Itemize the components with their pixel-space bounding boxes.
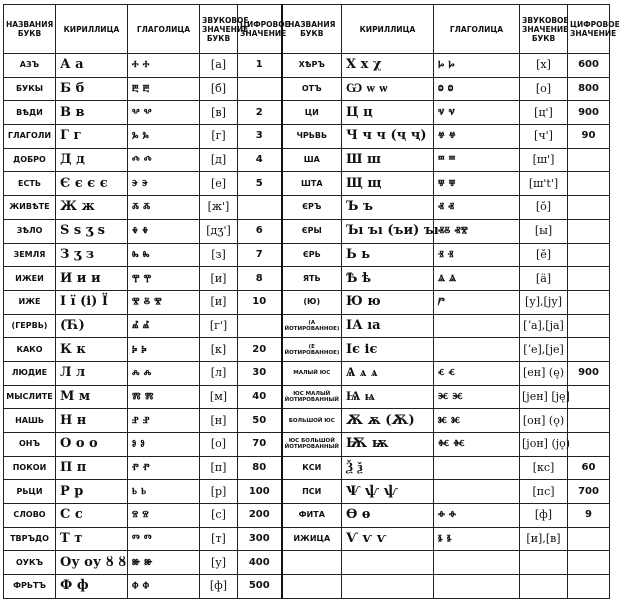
header-row <box>4 5 610 54</box>
letter-name-left: КАКО <box>4 338 56 362</box>
letter-name-right: ЦИ <box>282 101 342 125</box>
table-row <box>4 338 610 362</box>
glagolitic-glyphs-left: ⰼ ⰼ <box>128 314 200 338</box>
cyrillic-glyphs-right: Ю ю <box>342 290 434 314</box>
glagolitic-glyphs-left: ⰲ ⰲ <box>128 101 200 125</box>
sound-value-left: [и] <box>200 267 238 291</box>
sound-value-right: [ц'] <box>520 101 568 125</box>
table-row <box>4 290 610 314</box>
letter-name-left: ЖИВѢТЕ <box>4 196 56 220</box>
numeric-value-left: 300 <box>238 527 282 551</box>
letter-name-left: БУКЫ <box>4 77 56 101</box>
header-glagolitic-left: ГЛАГОЛИЦА <box>128 5 200 54</box>
glagolitic-glyphs-left: ⰰ ⰰ <box>128 54 200 78</box>
sound-value-left: [дʒ'] <box>200 219 238 243</box>
letter-name-right: ШТА <box>282 172 342 196</box>
glagolitic-glyphs-right: ⱍ ⱍ <box>434 125 520 149</box>
cyrillic-glyphs-right: Ѫ ѫ (Ѫ) <box>342 409 434 433</box>
numeric-value-left: 500 <box>238 575 282 599</box>
table-row <box>4 101 610 125</box>
letter-name-right: ФИТА <box>282 504 342 528</box>
numeric-value-left: 10 <box>238 290 282 314</box>
numeric-value-left: 100 <box>238 480 282 504</box>
table-row <box>4 456 610 480</box>
sound-value-right <box>520 551 568 575</box>
glagolitic-glyphs-left: ⰵ ⰵ <box>128 172 200 196</box>
letter-name-right: ОТЪ <box>282 77 342 101</box>
table-row <box>4 148 610 172</box>
cyrillic-glyphs-right: Ъı ъı (ъи) ъı <box>342 219 434 243</box>
cyrillic-glyphs-left: І ї (і) Ї <box>56 290 128 314</box>
alphabet-table <box>3 4 620 599</box>
numeric-value-left: 80 <box>238 456 282 480</box>
numeric-value-left: 6 <box>238 219 282 243</box>
cyrillic-glyphs-right: ІА ıа <box>342 314 434 338</box>
glagolitic-glyphs-left: ⰷ ⰷ <box>128 219 200 243</box>
numeric-value-right <box>568 314 610 338</box>
sound-value-left: [у] <box>200 551 238 575</box>
sound-value-right: [х] <box>520 54 568 78</box>
sound-value-left: [в] <box>200 101 238 125</box>
sound-value-left: [р] <box>200 480 238 504</box>
glagolitic-glyphs-right <box>434 456 520 480</box>
numeric-value-right: 600 <box>568 54 610 78</box>
sound-value-right: [о] <box>520 77 568 101</box>
glagolitic-glyphs-left: ⱃ ⱃ <box>128 480 200 504</box>
cyrillic-glyphs-right: Ѩ ѩ <box>342 385 434 409</box>
numeric-value-right <box>568 385 610 409</box>
header-number-right: ЦИФРОВОЕ ЗНАЧЕНИЕ <box>568 5 610 54</box>
letter-name-right: ИЖИЦА <box>282 527 342 551</box>
cyrillic-glyphs-right: Ѱ ѱ ѱ <box>342 480 434 504</box>
glagolitic-glyphs-right: ⱈ ⱈ <box>434 54 520 78</box>
sound-value-right: [ш't'] <box>520 172 568 196</box>
table-row <box>4 196 610 220</box>
numeric-value-left <box>238 77 282 101</box>
cyrillic-glyphs-right: Ѧ ѧ ѧ <box>342 361 434 385</box>
table-row <box>4 409 610 433</box>
sound-value-left: [т] <box>200 527 238 551</box>
letter-name-right: ЮС МАЛЫЙ ЙОТИРОВАННЫЙ <box>282 385 342 409</box>
header-cyrillic-right: КИРИЛЛИЦА <box>342 5 434 54</box>
letter-name-left: ЗЕМЛЯ <box>4 243 56 267</box>
sound-value-right: [у],[ју] <box>520 290 568 314</box>
sound-value-left: [н] <box>200 409 238 433</box>
sound-value-left: [п] <box>200 456 238 480</box>
numeric-value-right <box>568 290 610 314</box>
letter-name-left: ЗѢЛО <box>4 219 56 243</box>
letter-name-left: ОУКЪ <box>4 551 56 575</box>
letter-name-left: РЬЦИ <box>4 480 56 504</box>
cyrillic-glyphs-right: Ъ ъ <box>342 196 434 220</box>
letter-name-right: (А ЙОТИРОВАННОЕ) <box>282 314 342 338</box>
sound-value-left: [г] <box>200 125 238 149</box>
letter-name-right: БОЛЬШОЙ ЮС <box>282 409 342 433</box>
numeric-value-left: 20 <box>238 338 282 362</box>
glagolitic-glyphs-left: ⱁ ⱁ <box>128 433 200 457</box>
cyrillic-glyphs-right <box>342 575 434 599</box>
cyrillic-glyphs-left: Ж ж <box>56 196 128 220</box>
sound-value-right: [ф] <box>520 504 568 528</box>
header-sound-right: ЗВУКОВОЕ ЗНАЧЕНИЕ БУКВ <box>520 5 568 54</box>
cyrillic-glyphs-left: О о о <box>56 433 128 457</box>
glagolitic-glyphs-left: ⰸ ⰸ <box>128 243 200 267</box>
table-row <box>4 77 610 101</box>
table-row <box>4 314 610 338</box>
sound-value-right: [ĕ] <box>520 243 568 267</box>
glagolitic-glyphs-right <box>434 338 520 362</box>
numeric-value-right <box>568 551 610 575</box>
table-row <box>4 504 610 528</box>
sound-value-right: [кс] <box>520 456 568 480</box>
table-row <box>4 385 610 409</box>
cyrillic-glyphs-left: Б б <box>56 77 128 101</box>
glagolitic-glyphs-left: ⰴ ⰴ <box>128 148 200 172</box>
cyrillic-glyphs-left: П п <box>56 456 128 480</box>
cyrillic-glyphs-right: Ѯ ѯ <box>342 456 434 480</box>
header-number-left: ЦИФРОВОЕ ЗНАЧЕНИЕ <box>238 5 282 54</box>
glagolitic-glyphs-right <box>434 480 520 504</box>
letter-name-left: ИЖЕИ <box>4 267 56 291</box>
glagolitic-glyphs-right: ⱉ ⱉ <box>434 77 520 101</box>
sound-value-left: [д] <box>200 148 238 172</box>
cyrillic-glyphs-left: А а <box>56 54 128 78</box>
glagolitic-glyphs-right: ⱙ ⱙ <box>434 433 520 457</box>
cyrillic-glyphs-right: Ь ь <box>342 243 434 267</box>
cyrillic-glyphs-right: Ѣ ѣ <box>342 267 434 291</box>
letter-name-right: ЄРЬ <box>282 243 342 267</box>
cyrillic-glyphs-left: Л л <box>56 361 128 385</box>
cyrillic-glyphs-right: Щ щ <box>342 172 434 196</box>
sound-value-left: [с] <box>200 504 238 528</box>
numeric-value-right: 9 <box>568 504 610 528</box>
cyrillic-glyphs-left: Є є є є <box>56 172 128 196</box>
numeric-value-left: 4 <box>238 148 282 172</box>
table-row <box>4 480 610 504</box>
sound-value-right: [ш'] <box>520 148 568 172</box>
glagolitic-glyphs-left: ⰾ ⰾ <box>128 361 200 385</box>
numeric-value-right <box>568 148 610 172</box>
letter-name-left: ВѢДИ <box>4 101 56 125</box>
letter-name-left: ГЛАГОЛИ <box>4 125 56 149</box>
cyrillic-glyphs-right: Іє іє <box>342 338 434 362</box>
numeric-value-left: 1 <box>238 54 282 78</box>
header-glagolitic-right: ГЛАГОЛИЦА <box>434 5 520 54</box>
letter-name-left: МЫСЛИТЕ <box>4 385 56 409</box>
letter-name-left: ПОКОИ <box>4 456 56 480</box>
cyrillic-glyphs-right: Ѭ ѭ <box>342 433 434 457</box>
numeric-value-left: 8 <box>238 267 282 291</box>
sound-value-right: [пс] <box>520 480 568 504</box>
sound-value-right: [ʼа],[ја] <box>520 314 568 338</box>
letter-name-right: ЮС БОЛЬШОЙ ЙОТИРОВАННЫЙ <box>282 433 342 457</box>
numeric-value-right <box>568 219 610 243</box>
table-row <box>4 54 610 78</box>
numeric-value-left: 30 <box>238 361 282 385</box>
numeric-value-right <box>568 527 610 551</box>
sound-value-left: [б] <box>200 77 238 101</box>
letter-name-left: ФРЬТЪ <box>4 575 56 599</box>
glagolitic-glyphs-right: ⱔ ⱔ <box>434 361 520 385</box>
glagolitic-glyphs-left: ⰽ ⰽ <box>128 338 200 362</box>
numeric-value-left: 3 <box>238 125 282 149</box>
glagolitic-glyphs-right: ⱛ ⱛ <box>434 527 520 551</box>
cyrillic-glyphs-left: (Ћ) <box>56 314 128 338</box>
cyrillic-glyphs-left: К к <box>56 338 128 362</box>
letter-name-right <box>282 575 342 599</box>
letter-name-right: ЄРЪ <box>282 196 342 220</box>
glagolitic-glyphs-right: ⱚ ⱚ <box>434 504 520 528</box>
glagolitic-glyphs-right: ⱗ ⱗ <box>434 385 520 409</box>
letter-name-right: ША <box>282 148 342 172</box>
letter-name-left: ТВРЪДО <box>4 527 56 551</box>
glagolitic-glyphs-left: ⰺ ⰻ ⰺ <box>128 290 200 314</box>
sound-value-right: [и],[в] <box>520 527 568 551</box>
sound-value-right: [ен] (ę) <box>520 361 568 385</box>
numeric-value-right <box>568 196 610 220</box>
letter-name-left: ОНЪ <box>4 433 56 457</box>
glagolitic-glyphs-left: ⱂ ⱂ <box>128 456 200 480</box>
sound-value-left: [и] <box>200 290 238 314</box>
letter-name-right: ЄРЫ <box>282 219 342 243</box>
cyrillic-glyphs-left: Г г <box>56 125 128 149</box>
letter-name-left: ИЖЕ <box>4 290 56 314</box>
letter-name-left: ЛЮДИЕ <box>4 361 56 385</box>
letter-name-right: (Ю) <box>282 290 342 314</box>
numeric-value-left <box>238 196 282 220</box>
letter-name-right: (Е ЙОТИРОВАННОЕ) <box>282 338 342 362</box>
glagolitic-glyphs-left: ⱆ ⱆ <box>128 551 200 575</box>
sound-value-right: [он] (ǫ) <box>520 409 568 433</box>
cyrillic-glyphs-left: М м <box>56 385 128 409</box>
numeric-value-right: 700 <box>568 480 610 504</box>
header-cyrillic-left: КИРИЛЛИЦА <box>56 5 128 54</box>
table-row <box>4 433 610 457</box>
cyrillic-glyphs-left: С с <box>56 504 128 528</box>
sound-value-right: [јон] (jǫ) <box>520 433 568 457</box>
cyrillic-glyphs-left: Д д <box>56 148 128 172</box>
glagolitic-glyphs-left: ⰱ ⰱ <box>128 77 200 101</box>
glagolitic-glyphs-left: ⱄ ⱄ <box>128 504 200 528</box>
sound-value-left: [а] <box>200 54 238 78</box>
glagolitic-glyphs-right: ⱎ ⱎ <box>434 148 520 172</box>
numeric-value-left: 200 <box>238 504 282 528</box>
cyrillic-glyphs-right: Ц ц <box>342 101 434 125</box>
cyrillic-glyphs-left: Ѕ ѕ ӡ ѕ <box>56 219 128 243</box>
cyrillic-glyphs-left: З ӡ з <box>56 243 128 267</box>
cyrillic-glyphs-right: Ѵ ѵ ѵ <box>342 527 434 551</box>
cyrillic-glyphs-right: Х х χ <box>342 54 434 78</box>
header-name-left: НАЗВАНИЯ БУКВ <box>4 5 56 54</box>
alphabet-table-sheet <box>3 4 620 594</box>
sound-value-left: [о] <box>200 433 238 457</box>
cyrillic-glyphs-left: Т т <box>56 527 128 551</box>
glagolitic-glyphs-left: ⰹ ⰹ <box>128 267 200 291</box>
numeric-value-right: 900 <box>568 101 610 125</box>
table-row <box>4 575 610 599</box>
cyrillic-glyphs-right: Ѡ ѡ ѡ <box>342 77 434 101</box>
glagolitic-glyphs-left: ⰶ ⰶ <box>128 196 200 220</box>
table-row <box>4 219 610 243</box>
glagolitic-glyphs-right: ⱐ ⱐ <box>434 243 520 267</box>
alphabet-table-body <box>4 54 610 599</box>
numeric-value-right: 60 <box>568 456 610 480</box>
glagolitic-glyphs-left: ⱀ ⱀ <box>128 409 200 433</box>
letter-name-right: МАЛЫЙ ЮС <box>282 361 342 385</box>
glagolitic-glyphs-right: ⱌ ⱌ <box>434 101 520 125</box>
sound-value-right: [ы] <box>520 219 568 243</box>
glagolitic-glyphs-right <box>434 314 520 338</box>
numeric-value-right: 800 <box>568 77 610 101</box>
numeric-value-right: 900 <box>568 361 610 385</box>
cyrillic-glyphs-left: И и и <box>56 267 128 291</box>
glagolitic-glyphs-right: ⱏⰻ ⱏⰺ <box>434 219 520 243</box>
numeric-value-right <box>568 575 610 599</box>
letter-name-left: ЕСТЬ <box>4 172 56 196</box>
table-row <box>4 172 610 196</box>
numeric-value-right <box>568 267 610 291</box>
sound-value-right: [ч'] <box>520 125 568 149</box>
table-row <box>4 243 610 267</box>
cyrillic-glyphs-right: Ѳ ѳ <box>342 504 434 528</box>
table-row <box>4 361 610 385</box>
table-row <box>4 551 610 575</box>
glagolitic-glyphs-right: ⱋ ⱋ <box>434 172 520 196</box>
glagolitic-glyphs-right: ⱏ ⱏ <box>434 196 520 220</box>
letter-name-left: ДОБРО <box>4 148 56 172</box>
numeric-value-left <box>238 314 282 338</box>
numeric-value-right <box>568 243 610 267</box>
letter-name-left: СЛОВО <box>4 504 56 528</box>
glagolitic-glyphs-right: ⱓ <box>434 290 520 314</box>
glagolitic-glyphs-right: ⱘ ⱘ <box>434 409 520 433</box>
header-name-right: НАЗВАНИЯ БУКВ <box>282 5 342 54</box>
cyrillic-glyphs-right: Ч ч ч (ҷ ҷ) <box>342 125 434 149</box>
header-sound-left: ЗВУКОВОЕ ЗНАЧЕНИЕ БУКВ <box>200 5 238 54</box>
sound-value-left: [к] <box>200 338 238 362</box>
sound-value-left: [з] <box>200 243 238 267</box>
sound-value-left: [е] <box>200 172 238 196</box>
numeric-value-right <box>568 338 610 362</box>
cyrillic-glyphs-right: Ш ш <box>342 148 434 172</box>
sound-value-left: [ж'] <box>200 196 238 220</box>
sound-value-right: [јен] [ję] <box>520 385 568 409</box>
cyrillic-glyphs-left: Ф ф <box>56 575 128 599</box>
glagolitic-glyphs-left: ⱅ ⱅ <box>128 527 200 551</box>
glagolitic-glyphs-right <box>434 551 520 575</box>
sound-value-left: [м] <box>200 385 238 409</box>
numeric-value-left: 7 <box>238 243 282 267</box>
glagolitic-glyphs-right <box>434 575 520 599</box>
numeric-value-left: 40 <box>238 385 282 409</box>
sound-value-right: [ʼе],[је] <box>520 338 568 362</box>
numeric-value-right <box>568 172 610 196</box>
letter-name-left: АЗЪ <box>4 54 56 78</box>
numeric-value-left: 5 <box>238 172 282 196</box>
numeric-value-left: 400 <box>238 551 282 575</box>
numeric-value-left: 50 <box>238 409 282 433</box>
table-row <box>4 125 610 149</box>
letter-name-right: ХѢРЪ <box>282 54 342 78</box>
cyrillic-glyphs-right <box>342 551 434 575</box>
table-row <box>4 527 610 551</box>
letter-name-right: ЯТЬ <box>282 267 342 291</box>
letter-name-right: КСИ <box>282 456 342 480</box>
sound-value-left: [л] <box>200 361 238 385</box>
glagolitic-glyphs-left: ⱇ ⱇ <box>128 575 200 599</box>
numeric-value-right <box>568 409 610 433</box>
glagolitic-glyphs-left: ⰳ ⰳ <box>128 125 200 149</box>
letter-name-right <box>282 551 342 575</box>
sound-value-right: [ŏ] <box>520 196 568 220</box>
cyrillic-glyphs-left: Оу оу ȣ ȣ <box>56 551 128 575</box>
glagolitic-glyphs-left: ⰿ ⰿ <box>128 385 200 409</box>
numeric-value-right <box>568 433 610 457</box>
letter-name-right: ПСИ <box>282 480 342 504</box>
letter-name-right: ЧРЬВЬ <box>282 125 342 149</box>
sound-value-right: [ä] <box>520 267 568 291</box>
sound-value-left: [г'] <box>200 314 238 338</box>
letter-name-left: НАШЬ <box>4 409 56 433</box>
cyrillic-glyphs-left: Р р <box>56 480 128 504</box>
cyrillic-glyphs-left: Н н <box>56 409 128 433</box>
numeric-value-right: 90 <box>568 125 610 149</box>
table-row <box>4 267 610 291</box>
glagolitic-glyphs-right: ⱑ ⱑ <box>434 267 520 291</box>
sound-value-left: [ф] <box>200 575 238 599</box>
sound-value-right <box>520 575 568 599</box>
letter-name-left: (ГЕРВЬ) <box>4 314 56 338</box>
numeric-value-left: 70 <box>238 433 282 457</box>
cyrillic-glyphs-left: В в <box>56 101 128 125</box>
numeric-value-left: 2 <box>238 101 282 125</box>
